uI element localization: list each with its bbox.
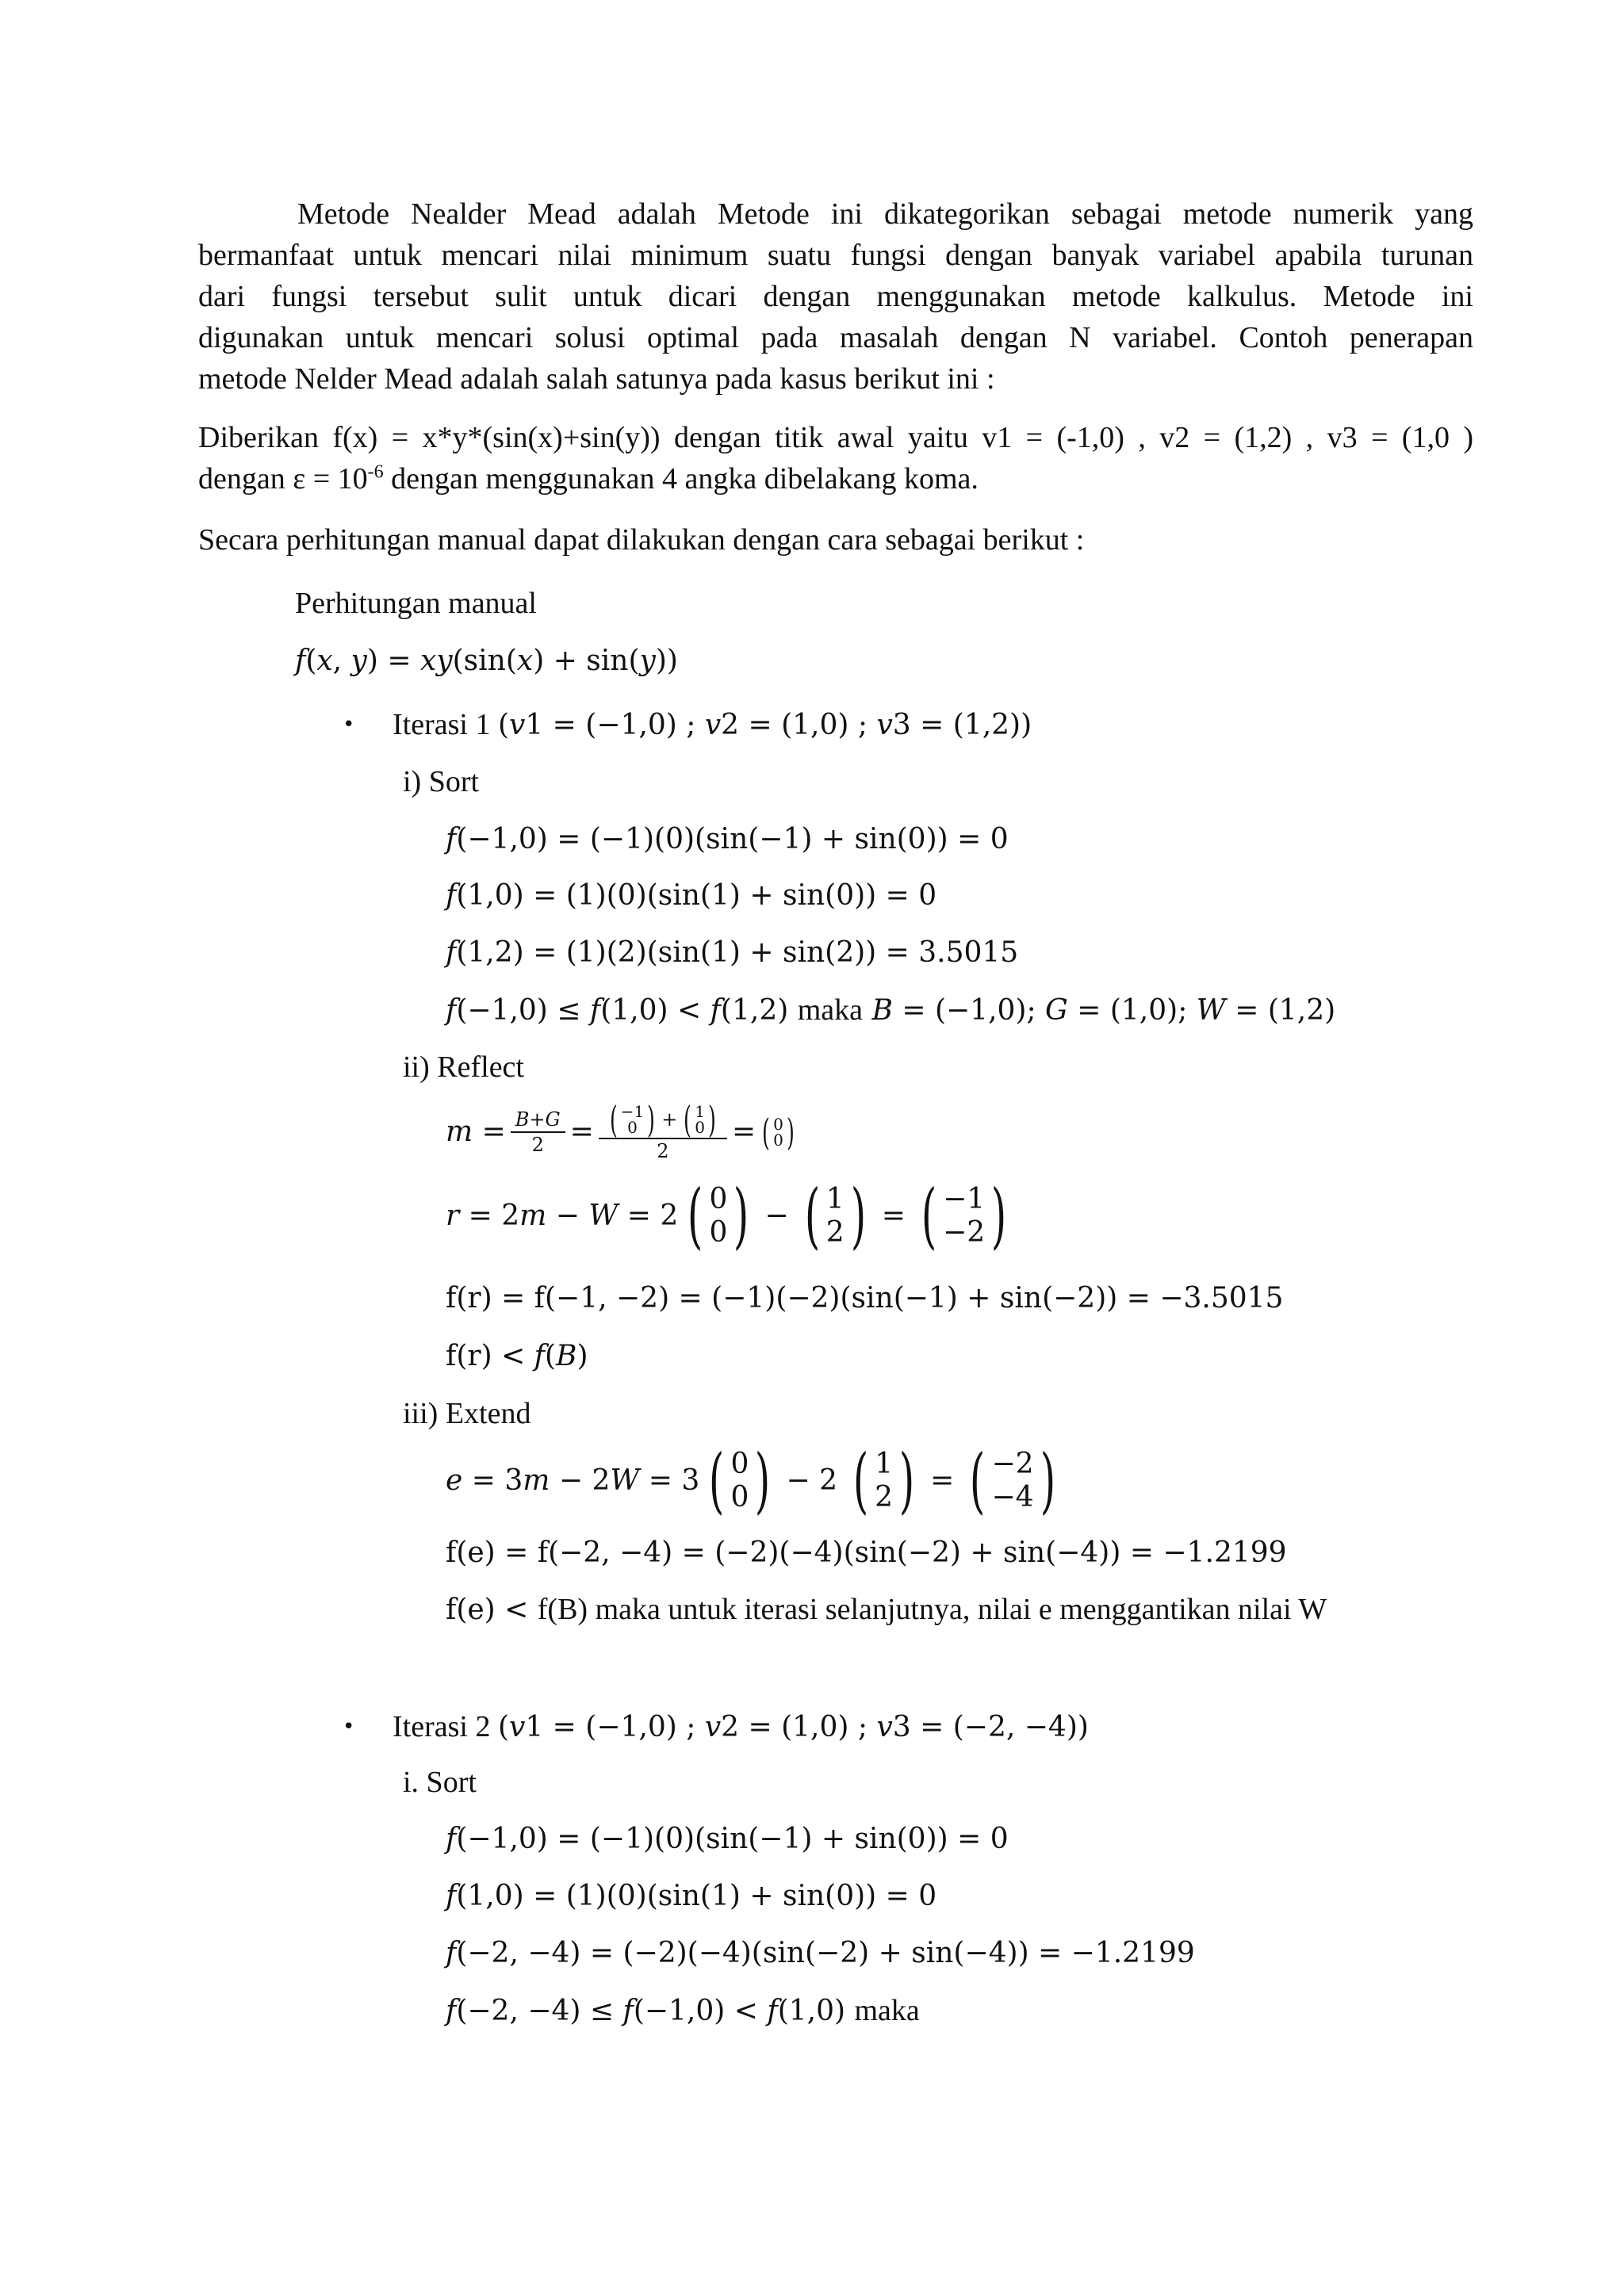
given-line-1: Diberikan f(x) = x*y*(sin(x)+sin(y)) dengan titik awal yaitu v1 = (-1,0) , v2 = (1,2) , v3 = (1,0 ) xyxy=(198,421,1473,454)
intro-line: Metode Nealder Mead adalah Metode ini dikategorikan sebagai metode numerik yang xyxy=(297,197,1473,231)
midpoint-result-vector: ( 0 0 ) xyxy=(762,1111,795,1154)
fr-evaluation: f(r) = f(−1, −2) = (−1)(−2)(sin(−1) + sin(−2)) = −3.5015 xyxy=(446,1282,1284,1314)
intro-paragraph xyxy=(198,193,1473,400)
manual-title: Perhitungan manual xyxy=(295,587,537,620)
iter2-sort-line: 𝑓(−1,0) = (−1)(0)(sin(−1) + sin(0)) = 0 xyxy=(446,1823,1009,1855)
fr-comparison: f(r) < 𝑓(𝐵) xyxy=(446,1340,588,1372)
iter1-sort-conclusion: 𝑓(−1,0) ≤ 𝑓(1,0) < 𝑓(1,2) maka 𝐵 = (−1,0); 𝐺 = (1,0); 𝑊 = (1,2) xyxy=(446,993,1336,1027)
intro-line: bermanfaat untuk mencari nilai minimum suatu fungsi dengan banyak variabel apabila turunan xyxy=(198,239,1473,272)
reflect-equation: 𝑟 = 2𝑚 − 𝑊 = 2 ( 0 0 ) − ( 1 2 ) = ( −1 −2 ) xyxy=(446,1174,1007,1257)
iter2-sort-label: i. Sort xyxy=(403,1766,477,1799)
intro-line: metode Nelder Mead adalah salah satunya pada kasus berikut ini : xyxy=(198,362,995,396)
iter1-sort-line: 𝑓(1,2) = (1)(2)(sin(1) + sin(2)) = 3.5015 xyxy=(446,936,1019,969)
fe-evaluation: f(e) = f(−2, −4) = (−2)(−4)(sin(−2) + sin(−4)) = −1.2199 xyxy=(446,1536,1287,1569)
function-definition: 𝑓(𝑥, 𝑦) = 𝑥𝑦(sin(𝑥) + sin(𝑦)) xyxy=(295,645,678,677)
manual-intro: Secara perhitungan manual dapat dilakukan dengan cara sebagai berikut : xyxy=(198,523,1085,557)
midpoint-fraction: $\frac{\text{𝐵+𝐺}}{2}$ xyxy=(511,1108,565,1157)
given-line-2: dengan $\varepsilon = 10^{-6}$ dengan menggunakan 4 angka dibelakang koma. xyxy=(198,461,979,496)
iter2-sort-line: 𝑓(−2, −4) = (−2)(−4)(sin(−2) + sin(−4)) = −1.2199 xyxy=(446,1937,1195,1969)
extend-equation: 𝑒 = 3𝑚 − 2𝑊 = 3 ( 0 0 ) − 2 ( 1 2 ) = ( −2 −4 ) xyxy=(446,1439,1055,1522)
intro-line: dari fungsi tersebut sulit untuk dicari dengan menggunakan metode kalkulus. Metode ini xyxy=(198,280,1473,313)
iter1-title: Iterasi 1 (𝑣1 = (−1,0) ; 𝑣2 = (1,0) ; 𝑣3 = (1,2)) xyxy=(393,708,1032,741)
midpoint-equation: 𝑚 = $\frac{\text{𝐵+𝐺}}{2}$ = ( −1 0 ) + ( 1 0 ) 2 = ( 0 0 ) xyxy=(446,1100,801,1164)
bullet-icon: • xyxy=(343,713,355,737)
fe-comparison: f(e) < f(B) maka untuk iterasi selanjutnya, nilai e menggantikan nilai W xyxy=(446,1593,1327,1626)
iter1-sort-label: i) Sort xyxy=(403,765,480,798)
midpoint-vector-fraction: ( −1 0 ) + ( 1 0 ) 2 xyxy=(599,1101,727,1163)
iter1-sort-line: 𝑓(1,0) = (1)(0)(sin(1) + sin(0)) = 0 xyxy=(446,879,937,912)
bullet-icon: • xyxy=(343,1715,355,1739)
iter2-sort-line: 𝑓(1,0) = (1)(0)(sin(1) + sin(0)) = 0 xyxy=(446,1880,937,1912)
iter1-extend-label: iii) Extend xyxy=(403,1397,531,1430)
intro-line: digunakan untuk mencari solusi optimal pada masalah dengan N variabel. Contoh penerapan xyxy=(198,321,1473,354)
iter1-sort-line: 𝑓(−1,0) = (−1)(0)(sin(−1) + sin(0)) = 0 xyxy=(446,823,1009,855)
iter2-title: Iterasi 2 (𝑣1 = (−1,0) ; 𝑣2 = (1,0) ; 𝑣3 = (−2, −4)) xyxy=(393,1710,1089,1743)
iter1-reflect-label: ii) Reflect xyxy=(403,1050,524,1084)
iter2-sort-conclusion: 𝑓(−2, −4) ≤ 𝑓(−1,0) < 𝑓(1,0) maka xyxy=(446,1994,920,2027)
given-paragraph xyxy=(198,417,1473,499)
